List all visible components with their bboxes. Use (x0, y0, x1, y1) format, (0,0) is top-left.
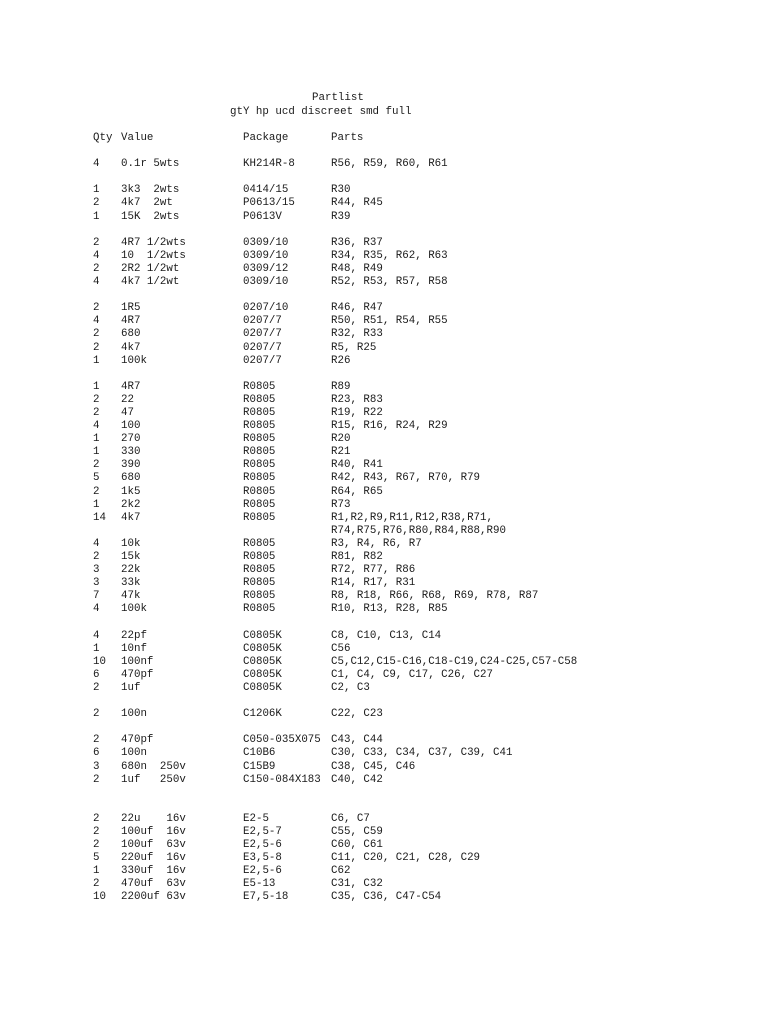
cell-package: 0207/7 (243, 328, 282, 341)
table-row (93, 826, 743, 839)
cell-qty: 4 (93, 629, 100, 642)
cell-parts: R19, R22 (331, 406, 383, 419)
table-row (93, 315, 743, 328)
table-row (93, 577, 743, 590)
cell-package: C0805K (243, 681, 282, 694)
cell-value: 100k (121, 354, 147, 367)
cell-qty: 5 (93, 852, 100, 865)
table-row (93, 630, 743, 643)
cell-value: 1R5 (121, 302, 141, 315)
cell-parts: R23, R83 (331, 393, 383, 406)
table-row (93, 564, 743, 577)
cell-qty: 2 (93, 459, 100, 472)
cell-package: R0805 (243, 577, 276, 590)
cell-parts: C43, C44 (331, 734, 383, 747)
table-row (93, 446, 743, 459)
cell-value: 470pf (121, 734, 154, 747)
cell-package: R0805 (243, 537, 276, 550)
cell-value: 470pf (121, 668, 154, 681)
cell-qty: 2 (93, 551, 100, 563)
group-spacer (93, 368, 743, 381)
cell-parts: C31, C32 (331, 878, 383, 891)
cell-qty: 14 (93, 511, 106, 524)
table-row (93, 197, 743, 210)
cell-value: 100n (121, 747, 147, 760)
cell-package: E2,5-6 (243, 865, 282, 878)
cell-package: C15B9 (243, 760, 276, 773)
cell-qty: 2 (93, 236, 100, 249)
cell-qty: 4 (93, 315, 100, 328)
cell-qty: 6 (93, 747, 100, 760)
cell-value: 10k (121, 537, 141, 550)
cell-package: 0309/10 (243, 236, 289, 249)
cell-parts: R52, R53, R57, R58 (331, 276, 448, 289)
cell-value: 1uf (121, 681, 141, 694)
cell-value: 4k7 (121, 341, 141, 354)
cell-qty: 4 (93, 537, 100, 550)
cell-package: R0805 (243, 446, 276, 459)
cell-value: 100uf 63v (121, 839, 186, 852)
cell-package: C150-084X183 (243, 773, 321, 786)
cell-parts: C62 (331, 865, 351, 878)
cell-qty: 1 (93, 498, 100, 511)
table-row (93, 486, 743, 499)
cell-parts: C11, C20, C21, C28, C29 (331, 852, 481, 865)
cell-parts: C30, C33, C34, C37, C39, C41 (331, 747, 513, 760)
cell-parts: C6, C7 (331, 812, 370, 825)
cell-value: 4k7 2wt (121, 197, 173, 210)
cell-value: 2k2 (121, 498, 141, 511)
cell-qty: 4 (93, 249, 100, 262)
cell-qty: 5 (93, 472, 100, 485)
cell-value: 4R7 (121, 315, 141, 328)
table-row (93, 499, 743, 512)
table-row (93, 643, 743, 656)
cell-value: 22k (121, 564, 141, 577)
table-row (93, 328, 743, 341)
group-spacer (93, 224, 743, 237)
cell-qty: 2 (93, 773, 100, 786)
cell-value: 10nf (121, 642, 147, 655)
cell-package: P0613/15 (243, 197, 295, 210)
table-row (93, 590, 743, 603)
cell-qty: 2 (93, 197, 100, 210)
cell-value: 15K 2wts (121, 210, 180, 223)
cell-qty: 2 (93, 681, 100, 694)
cell-value: 100 (121, 420, 141, 433)
cell-package: C0805K (243, 642, 282, 655)
table-row (93, 158, 743, 171)
header-value: Value (121, 132, 154, 144)
cell-parts: R56, R59, R60, R61 (331, 158, 448, 171)
cell-value: 4R7 1/2wts (121, 236, 186, 249)
table-row (93, 184, 743, 197)
cell-value: 1k5 (121, 485, 141, 498)
cell-parts: C55, C59 (331, 825, 383, 838)
cell-parts: R30 (331, 184, 351, 197)
cell-value: 470uf 63v (121, 878, 186, 891)
cell-qty: 2 (93, 328, 100, 341)
table-row (93, 852, 743, 865)
cell-value: 270 (121, 433, 141, 446)
cell-qty: 10 (93, 891, 106, 904)
cell-qty: 2 (93, 878, 100, 891)
cell-package: C050-035X075 (243, 734, 321, 747)
cell-package: C10B6 (243, 747, 276, 760)
cell-value: 47k (121, 590, 141, 603)
cell-value: 10 1/2wts (121, 249, 186, 262)
cell-package: C0805K (243, 668, 282, 681)
table-row (93, 512, 743, 525)
cell-value: 3k3 2wts (121, 184, 180, 197)
cell-package: E7,5-18 (243, 891, 289, 904)
cell-parts: R89 (331, 380, 351, 393)
cell-qty: 2 (93, 825, 100, 838)
parts-table (93, 132, 743, 905)
cell-parts: R21 (331, 446, 351, 459)
cell-parts: C1, C4, C9, C17, C26, C27 (331, 668, 493, 681)
cell-parts: R64, R65 (331, 485, 383, 498)
table-row (93, 276, 743, 289)
cell-qty: 4 (93, 420, 100, 433)
table-row (93, 407, 743, 420)
cell-qty: 3 (93, 760, 100, 773)
cell-value: 15k (121, 551, 141, 563)
cell-parts: C2, C3 (331, 681, 370, 694)
cell-package: R0805 (243, 603, 276, 616)
table-row (93, 839, 743, 852)
group-spacer (93, 695, 743, 708)
cell-parts: R10, R13, R28, R85 (331, 603, 448, 616)
cell-package: R0805 (243, 485, 276, 498)
cell-package: R0805 (243, 380, 276, 393)
cell-package: R0805 (243, 433, 276, 446)
table-row (93, 237, 743, 250)
cell-parts: C56 (331, 642, 351, 655)
cell-qty: 4 (93, 158, 100, 171)
cell-parts: R14, R17, R31 (331, 577, 416, 590)
table-row (93, 433, 743, 446)
cell-qty: 6 (93, 668, 100, 681)
header-qty: Qty (93, 132, 113, 144)
cell-value: 22pf (121, 629, 147, 642)
cell-qty: 2 (93, 302, 100, 315)
cell-package: R0805 (243, 511, 276, 524)
cell-parts: C40, C42 (331, 773, 383, 786)
group-spacer (93, 289, 743, 302)
cell-package: R0805 (243, 498, 276, 511)
table-row (93, 420, 743, 433)
cell-package: KH214R-8 (243, 158, 295, 171)
cell-value: 22u 16v (121, 812, 186, 825)
cell-value: 4k7 1/2wt (121, 276, 180, 289)
cell-package: E2,5-6 (243, 839, 282, 852)
table-row (93, 761, 743, 774)
cell-qty: 1 (93, 642, 100, 655)
cell-parts: R26 (331, 354, 351, 367)
header-package: Package (243, 132, 289, 144)
cell-package: E2-5 (243, 812, 269, 825)
cell-qty: 1 (93, 184, 100, 197)
cell-parts: C8, C10, C13, C14 (331, 629, 442, 642)
cell-package: 0207/7 (243, 354, 282, 367)
cell-package: 0207/10 (243, 302, 289, 315)
cell-qty: 10 (93, 655, 106, 668)
table-row (93, 250, 743, 263)
cell-value: 100uf 16v (121, 825, 186, 838)
cell-parts: R34, R35, R62, R63 (331, 249, 448, 262)
table-header (93, 132, 743, 145)
cell-package: E5-13 (243, 878, 276, 891)
cell-package: C0805K (243, 655, 282, 668)
group-spacer (93, 721, 743, 734)
document-subtitle: gtY hp ucd discreet smd full (230, 106, 412, 118)
cell-qty: 4 (93, 603, 100, 616)
table-row (93, 355, 743, 368)
cell-value: 4R7 (121, 380, 141, 393)
cell-qty: 1 (93, 380, 100, 393)
cell-parts: R46, R47 (331, 302, 383, 315)
cell-package: 0207/7 (243, 341, 282, 354)
cell-parts: R1,R2,R9,R11,R12,R38,R71, (331, 511, 493, 524)
table-row (93, 394, 743, 407)
cell-value: 33k (121, 577, 141, 590)
cell-qty: 2 (93, 341, 100, 354)
cell-qty: 2 (93, 812, 100, 825)
table-row (93, 302, 743, 315)
cell-qty: 1 (93, 865, 100, 878)
table-row (93, 459, 743, 472)
cell-package: R0805 (243, 406, 276, 419)
cell-parts: R74,R75,R76,R80,R84,R88,R90 (331, 524, 506, 537)
cell-qty: 2 (93, 406, 100, 419)
cell-package: R0805 (243, 472, 276, 485)
cell-parts: R5, R25 (331, 341, 377, 354)
group-spacer (93, 800, 743, 813)
cell-parts: R72, R77, R86 (331, 564, 416, 577)
cell-value: 47 (121, 406, 134, 419)
cell-package: 0207/7 (243, 315, 282, 328)
table-row (93, 734, 743, 747)
cell-value: 22 (121, 393, 134, 406)
cell-parts: R81, R82 (331, 551, 383, 563)
header-parts: Parts (331, 132, 364, 144)
table-row (93, 211, 743, 224)
cell-package: 0414/15 (243, 184, 289, 197)
table-row (93, 551, 743, 564)
cell-package: C0805K (243, 629, 282, 642)
cell-value: 100nf (121, 655, 154, 668)
cell-value: 390 (121, 459, 141, 472)
table-row (93, 603, 743, 616)
table-row (93, 525, 743, 538)
cell-parts: R8, R18, R66, R68, R69, R78, R87 (331, 590, 539, 603)
cell-value: 680n 250v (121, 760, 186, 773)
cell-package: R0805 (243, 590, 276, 603)
cell-package: P0613V (243, 210, 282, 223)
cell-value: 330 (121, 446, 141, 459)
cell-parts: R44, R45 (331, 197, 383, 210)
cell-qty: 2 (93, 708, 100, 721)
cell-qty: 2 (93, 485, 100, 498)
table-row (93, 813, 743, 826)
cell-parts: R32, R33 (331, 328, 383, 341)
cell-value: 2200uf 63v (121, 891, 186, 904)
cell-package: 0309/10 (243, 276, 289, 289)
cell-value: 0.1r 5wts (121, 158, 180, 171)
cell-package: E2,5-7 (243, 825, 282, 838)
cell-qty: 1 (93, 433, 100, 446)
cell-parts: R40, R41 (331, 459, 383, 472)
cell-parts: R20 (331, 433, 351, 446)
cell-package: 0309/12 (243, 262, 289, 275)
table-row (93, 865, 743, 878)
cell-value: 330uf 16v (121, 865, 186, 878)
cell-value: 2R2 1/2wt (121, 262, 180, 275)
table-row (93, 878, 743, 891)
group-spacer (93, 171, 743, 184)
cell-parts: C60, C61 (331, 839, 383, 852)
cell-value: 4k7 (121, 511, 141, 524)
cell-parts: C22, C23 (331, 708, 383, 721)
cell-package: C1206K (243, 708, 282, 721)
cell-qty: 7 (93, 590, 100, 603)
cell-value: 220uf 16v (121, 852, 186, 865)
table-row (93, 656, 743, 669)
group-spacer (93, 787, 743, 800)
table-row (93, 342, 743, 355)
table-row (93, 891, 743, 904)
table-row (93, 682, 743, 695)
cell-qty: 1 (93, 210, 100, 223)
cell-qty: 3 (93, 577, 100, 590)
cell-package: R0805 (243, 459, 276, 472)
cell-parts: R39 (331, 210, 351, 223)
cell-package: R0805 (243, 393, 276, 406)
cell-qty: 2 (93, 262, 100, 275)
cell-parts: R15, R16, R24, R29 (331, 420, 448, 433)
cell-parts: R73 (331, 498, 351, 511)
cell-qty: 1 (93, 354, 100, 367)
cell-parts: R50, R51, R54, R55 (331, 315, 448, 328)
cell-parts: R48, R49 (331, 262, 383, 275)
cell-parts: R3, R4, R6, R7 (331, 537, 422, 550)
cell-value: 680 (121, 328, 141, 341)
cell-package: E3,5-8 (243, 852, 282, 865)
group-spacer (93, 616, 743, 629)
table-row (93, 381, 743, 394)
cell-qty: 3 (93, 564, 100, 577)
table-row (93, 538, 743, 551)
cell-qty: 1 (93, 446, 100, 459)
table-row (93, 708, 743, 721)
cell-qty: 2 (93, 839, 100, 852)
cell-value: 1uf 250v (121, 773, 186, 786)
cell-package: R0805 (243, 420, 276, 433)
cell-value: 680 (121, 472, 141, 485)
cell-package: 0309/10 (243, 249, 289, 262)
cell-parts: C35, C36, C47-C54 (331, 891, 442, 904)
cell-qty: 2 (93, 734, 100, 747)
cell-parts: C5,C12,C15-C16,C18-C19,C24-C25,C57-C58 (331, 655, 578, 668)
cell-package: R0805 (243, 564, 276, 577)
cell-value: 100k (121, 603, 147, 616)
table-row (93, 263, 743, 276)
cell-package: R0805 (243, 551, 276, 563)
cell-qty: 2 (93, 393, 100, 406)
cell-value: 100n (121, 708, 147, 721)
table-row (93, 669, 743, 682)
table-row (93, 774, 743, 787)
cell-parts: R42, R43, R67, R70, R79 (331, 472, 481, 485)
table-row (93, 472, 743, 485)
table-row (93, 747, 743, 760)
cell-parts: R36, R37 (331, 236, 383, 249)
group-spacer (93, 145, 743, 158)
cell-qty: 4 (93, 276, 100, 289)
document-title: Partlist (312, 92, 364, 104)
cell-parts: C38, C45, C46 (331, 760, 416, 773)
